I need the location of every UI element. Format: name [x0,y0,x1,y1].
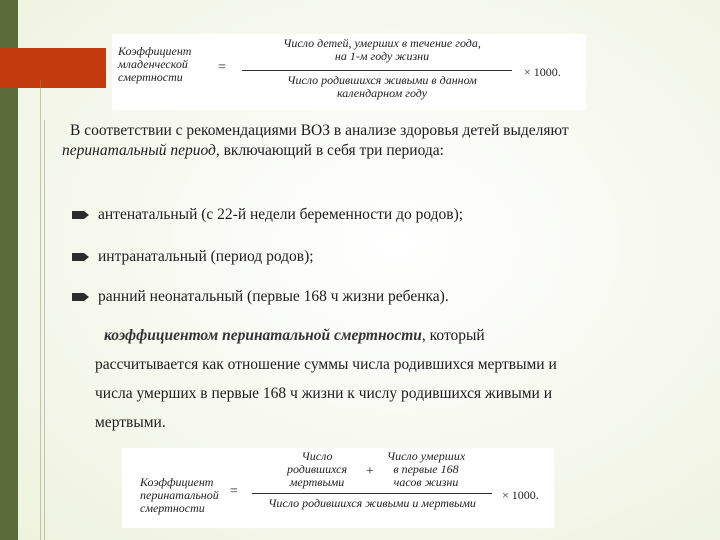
formula-label [118,45,191,84]
decorative-line [44,120,45,540]
list-item-text: ранний неонатальный (первые 168 ч жизни ребенка). [98,288,449,305]
definition-line-1 [104,326,485,346]
numerator-line: в первые 168 [393,462,459,476]
list-item-text: антенатальный (с 22-й недели беременности до родов); [98,206,464,223]
multiplier: × 1000. [524,65,561,79]
perinatal-mortality-term: коэффициентом перинатальной смертности [104,327,422,344]
numerator-line: Число умерших [386,449,466,463]
decorative-line [40,80,41,540]
list-item [72,206,463,224]
numerator-term-a [272,450,362,489]
formula-label-line: смертности [118,70,183,84]
definition-line-4: мертвыми. [95,414,166,431]
numerator-line: Число [301,449,333,463]
formula-label-line: младенческой [118,57,188,71]
formula-label-line: Коэффициент [118,44,192,58]
multiplier: × 1000. [502,488,539,502]
definition-line-2: рассчитывается как отношение суммы числа родившихся мертвыми и [95,356,557,373]
numerator-term-b [378,450,474,489]
intro-line-2 [62,141,444,161]
red-accent-tab [0,48,106,88]
numerator-line: часов жизни [393,475,459,489]
intro-line-1: В соответствии с рекомендациями ВОЗ в анализе здоровья детей выделяют [70,122,569,139]
fraction-bar [252,493,492,494]
denominator-line: Число родившихся живыми в данном [287,73,477,87]
formula-denominator [242,74,522,100]
numerator-line: мертвыми [289,475,345,489]
pencil-bullet-icon [72,211,88,219]
formula-label [140,476,219,515]
list-item-text: интранатальный (период родов); [98,248,314,265]
denominator-line: календарном году [336,86,428,100]
infant-mortality-formula [112,34,586,110]
perinatal-period-term: перинатальный период [62,142,216,159]
perinatal-mortality-formula [122,448,554,528]
numerator-line: на 1-м году жизни [334,49,430,63]
pencil-bullet-icon [72,293,88,301]
formula-numerator [242,37,522,63]
list-item [72,288,449,306]
numerator-line: родившихся [286,462,348,476]
equals-sign: = [218,60,226,75]
plus-sign: + [366,464,374,479]
intro-line-2-rest: , включающий в себя три периода: [215,142,444,159]
formula-denominator: Число родившихся живыми и мертвыми [268,496,476,510]
equals-sign: = [230,484,238,499]
formula-label-line: Коэффициент [140,475,214,489]
pencil-bullet-icon [72,253,88,261]
list-item [72,248,314,266]
definition-line-3: числа умерших в первые 168 ч жизни к числу родившихся живыми и [95,385,553,402]
numerator-line: Число детей, умерших в течение года, [283,36,481,50]
definition-line-1-rest: , который [421,327,485,344]
formula-label-line: перинатальной [140,488,219,502]
formula-label-line: смертности [140,501,205,515]
fraction-bar [242,70,512,71]
